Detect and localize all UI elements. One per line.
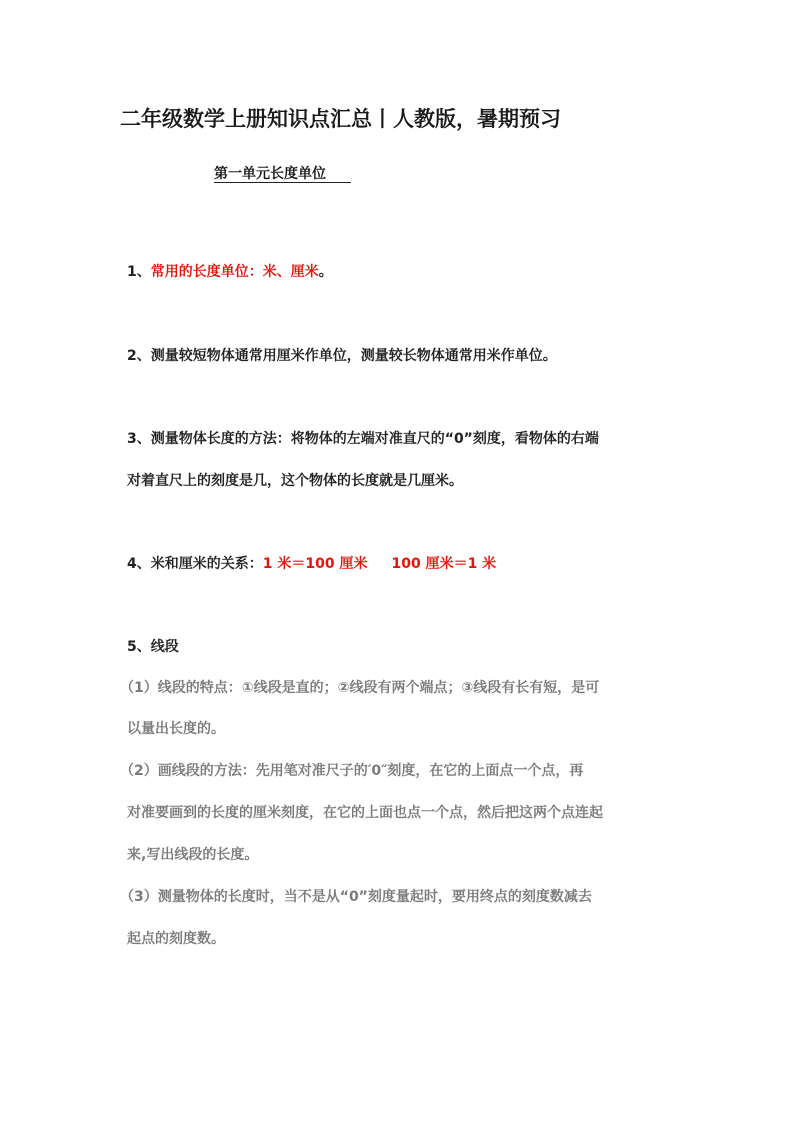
unit-title-underline (214, 182, 351, 183)
unit-title: 第一单元长度单位 (214, 166, 326, 182)
item-4 (127, 553, 496, 573)
item-5-sub-1-line-1: （1）线段的特点：①线段是直的；②线段有两个端点；③线段有长有短，是可 (120, 680, 600, 696)
item-5-sub-2-line-1: （2）画线段的方法：先用笔对准尺子的′0″刻度，在它的上面点一个点，再 (120, 763, 584, 779)
item-4-relation-1: 1 米＝100 厘米 (262, 556, 368, 572)
item-1-end: 。 (318, 264, 333, 280)
item-1-highlight: 常用的长度单位：米、厘米 (150, 264, 319, 280)
item-1-number: 1、 (127, 264, 151, 280)
item-3-line-1: 3、测量物体长度的方法：将物体的左端对准直尺的“0”刻度，看物体的右端 (127, 431, 599, 447)
item-5-sub-3-line-1: （3）测量物体的长度时，当不是从“0”刻度量起时，要用终点的刻度数减去 (120, 889, 592, 905)
item-4-relation-2: 100 厘米＝1 米 (391, 556, 497, 572)
item-3-line-2: 对着直尺上的刻度是几，这个物体的长度就是几厘米。 (127, 473, 463, 489)
item-5-sub-3-line-2: 起点的刻度数。 (127, 931, 225, 947)
item-1 (127, 261, 333, 281)
item-5-sub-2-line-2: 对准要画到的长度的厘米刻度，在它的上面也点一个点，然后把这两个点连起 (127, 805, 603, 821)
item-4-prefix: 4、米和厘米的关系： (127, 556, 263, 572)
item-5-sub-2-line-3: 来,写出线段的长度。 (127, 847, 259, 863)
document-title: 二年级数学上册知识点汇总丨人教版，暑期预习 (120, 107, 561, 131)
item-5-heading: 5、线段 (127, 639, 179, 655)
item-2: 2、测量较短物体通常用厘米作单位，测量较长物体通常用米作单位。 (127, 348, 557, 364)
item-5-sub-1-line-2: 以量出长度的。 (127, 721, 225, 737)
